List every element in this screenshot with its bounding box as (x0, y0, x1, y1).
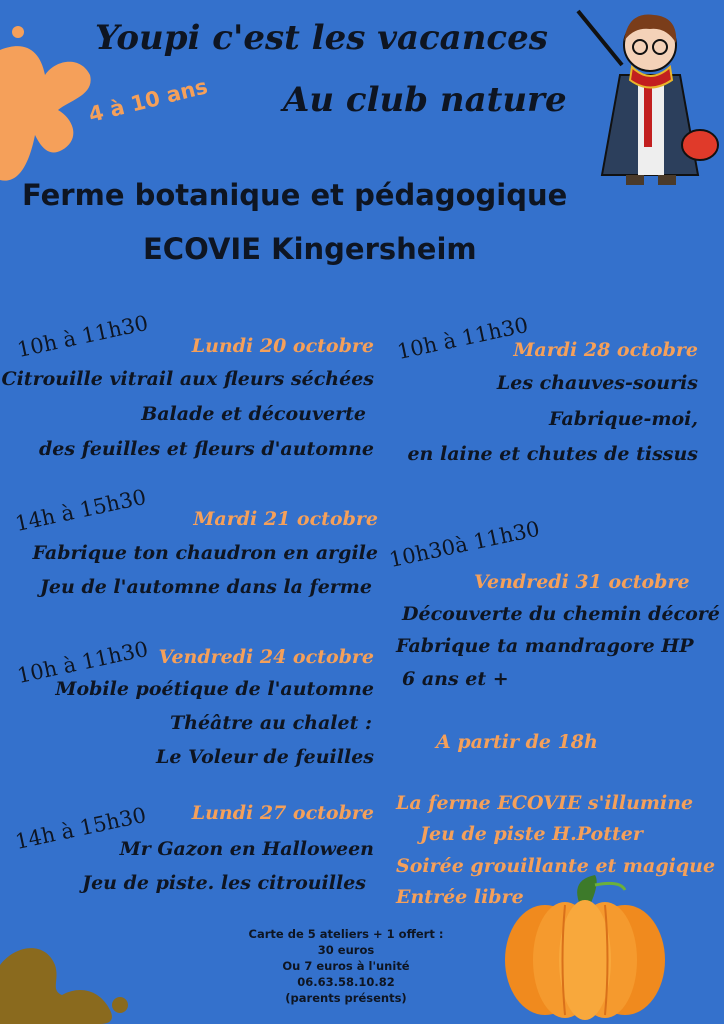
lundi20-line-1: Citrouille vitrail aux fleurs séchées (1, 368, 374, 390)
vendredi24-day: Vendredi 24 octobre (158, 646, 374, 668)
venue-line-2: ECOVIE Kingersheim (143, 232, 477, 266)
lundi27-day: Lundi 27 octobre (191, 802, 374, 824)
lundi20-time: 10h à 11h30 (15, 310, 151, 362)
vendredi24-line-3: Le Voleur de feuilles (156, 746, 374, 768)
wizard-boy-icon (570, 5, 720, 190)
brown-splat-icon (0, 935, 150, 1024)
evening-line-1: La ferme ECOVIE s'illumine (396, 792, 694, 814)
orange-splat-icon (0, 20, 100, 190)
lundi20-line-3: des feuilles et fleurs d'automne (38, 438, 374, 460)
vendredi24-line-1: Mobile poétique de l'automne (55, 678, 374, 700)
pricing-phone: 06.63.58.10.82 (297, 975, 395, 989)
lundi27-time: 14h à 15h30 (13, 802, 149, 854)
evening-line-4: Entrée libre (396, 886, 524, 908)
pumpkin-icon (500, 875, 670, 1020)
lundi20-day: Lundi 20 octobre (191, 335, 374, 357)
vendredi31-line-2: Fabrique ta mandragore HP (396, 635, 694, 657)
lundi27-line-2: Jeu de piste. les citrouilles (82, 872, 366, 894)
title-line-2: Au club nature (283, 80, 567, 120)
evening-line-3: Soirée grouillante et magique (396, 855, 716, 877)
lundi20-line-2: Balade et découverte (141, 403, 366, 425)
pricing-line-3: Ou 7 euros à l'unité (282, 959, 410, 973)
pricing-block (246, 926, 446, 1006)
mardi28-line-3: en laine et chutes de tissus (407, 443, 698, 465)
mardi28-line-1: Les chauves-souris (496, 372, 698, 394)
vendredi31-line-3: 6 ans et + (402, 668, 509, 690)
mardi28-time: 10h à 11h30 (395, 312, 531, 364)
vendredi31-line-1: Découverte du chemin décoré (402, 603, 720, 625)
pricing-line-1: Carte de 5 ateliers + 1 offert : (248, 927, 444, 941)
mardi21-day: Mardi 21 octobre (193, 508, 378, 530)
vendredi24-line-2: Théâtre au chalet : (170, 712, 372, 734)
mardi28-line-2: Fabrique-moi, (549, 408, 698, 430)
age-range: 4 à 10 ans (86, 74, 210, 127)
mardi21-time: 14h à 15h30 (13, 484, 149, 536)
evening-time: A partir de 18h (436, 731, 598, 753)
vendredi31-day: Vendredi 31 octobre (474, 571, 690, 593)
mardi21-line-2: Jeu de l'automne dans la ferme (39, 576, 372, 598)
pricing-line-2: 30 euros (317, 943, 375, 957)
pricing-line-5: (parents présents) (285, 991, 407, 1005)
evening-line-2: Jeu de piste H.Potter (420, 823, 643, 845)
title-line-1: Youpi c'est les vacances (95, 18, 548, 58)
venue-line-1: Ferme botanique et pédagogique (22, 178, 568, 212)
vendredi31-time: 10h30à 11h30 (387, 516, 542, 572)
mardi21-line-1: Fabrique ton chaudron en argile (32, 542, 378, 564)
lundi27-line-1: Mr Gazon en Halloween (119, 838, 374, 860)
mardi28-day: Mardi 28 octobre (513, 339, 698, 361)
vendredi24-time: 10h à 11h30 (15, 636, 151, 688)
